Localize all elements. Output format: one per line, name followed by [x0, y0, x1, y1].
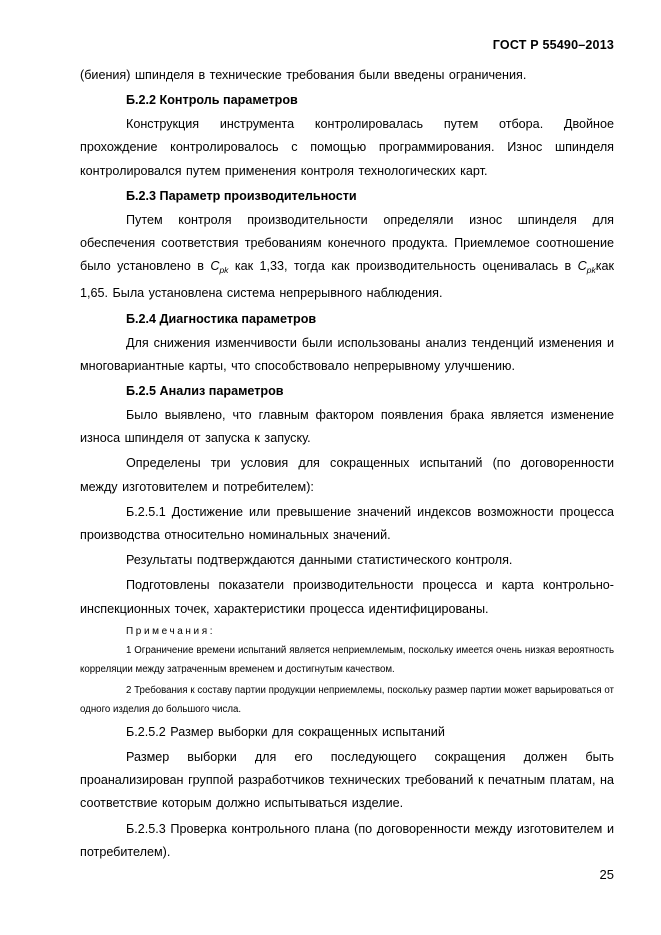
paragraph-results: Результаты подтверждаются данными статистического контроля.: [126, 553, 513, 568]
paragraph-b23-part3: как 1,65. Была установлена система непрерывного наблюдения.: [80, 259, 615, 301]
paragraph-continuation: (биения) шпинделя в технические требования были введены ограничения.: [80, 68, 527, 82]
cpk-subscript-2: pk: [586, 265, 596, 276]
section-heading-b25: Б.2.5 Анализ параметров: [126, 384, 284, 399]
paragraph-b252-title: Б.2.5.2 Размер выборки для сокращенных испытаний: [126, 724, 445, 739]
paragraph-b25-1: Было выявлено, что главным фактором появления брака является изменение износа шпинделя от запуска к запуску.: [80, 408, 614, 446]
paragraph-b23-part1: Путем контроля производительности определяли износ шпинделя для обеспечения соответствия требованиям конечного продукта. Приемлемое соотношение было установлено в: [80, 212, 614, 274]
paragraph-b253: Б.2.5.3 Проверка контрольного плана (по договоренности между изготовителем и потребителем).: [80, 821, 614, 859]
paragraph-b23-part2: как 1,33, тогда как производительность оценивалась в: [228, 259, 578, 274]
cpk-symbol: C: [210, 259, 220, 274]
cpk-symbol-2: C: [577, 259, 587, 274]
paragraph-b22: Конструкция инструмента контролировалась путем отбора. Двойное прохождение контролировалось с помощью программирования. Износ шпинделя контролировался путем применения контроля технологических карт.: [80, 117, 614, 178]
page-content: [80, 64, 614, 866]
note-2: 2 Требования к составу партии продукции неприемлемы, поскольку размер партии может варьироваться от одного изделия до большого числа.: [80, 684, 614, 715]
page-number: 25: [599, 867, 614, 882]
paragraph-b252-body: Размер выборки для его последующего сокращения должен быть проанализирован группой разработчиков технических требований к печатным платам, на соответствие которым должно испытываться изделие.: [80, 750, 614, 811]
paragraph-b25-2: Определены три условия для сокращенных испытаний (по договоренности между изготовителем и потребителем):: [80, 456, 614, 494]
note-1: 1 Ограничение времени испытаний является неприемлемым, поскольку имеется очень низкая вероятность корреляции между затраченным временем и достигнутым качеством.: [80, 644, 614, 675]
paragraph-prepared: Подготовлены показатели производительности процесса и карта контрольно-инспекционных точек, характеристики процесса идентифицированы.: [80, 578, 614, 616]
section-heading-b23: Б.2.3 Параметр производительности: [126, 188, 357, 203]
standard-code: ГОСТ Р 55490–2013: [492, 38, 614, 52]
paragraph-b251: Б.2.5.1 Достижение или превышение значений индексов возможности процесса производства относительно номинальных значений.: [80, 504, 614, 543]
section-heading-b24: Б.2.4 Диагностика параметров: [126, 311, 317, 326]
notes-title: Примечания:: [126, 625, 216, 637]
section-heading-b22: Б.2.2 Контроль параметров: [126, 93, 298, 108]
paragraph-b24: Для снижения изменчивости были использованы анализ тенденций изменения и многовариантные карты, что способствовало непрерывному улучшению.: [80, 335, 614, 373]
paragraph-b23: [80, 209, 614, 306]
cpk-subscript: pk: [219, 265, 229, 276]
